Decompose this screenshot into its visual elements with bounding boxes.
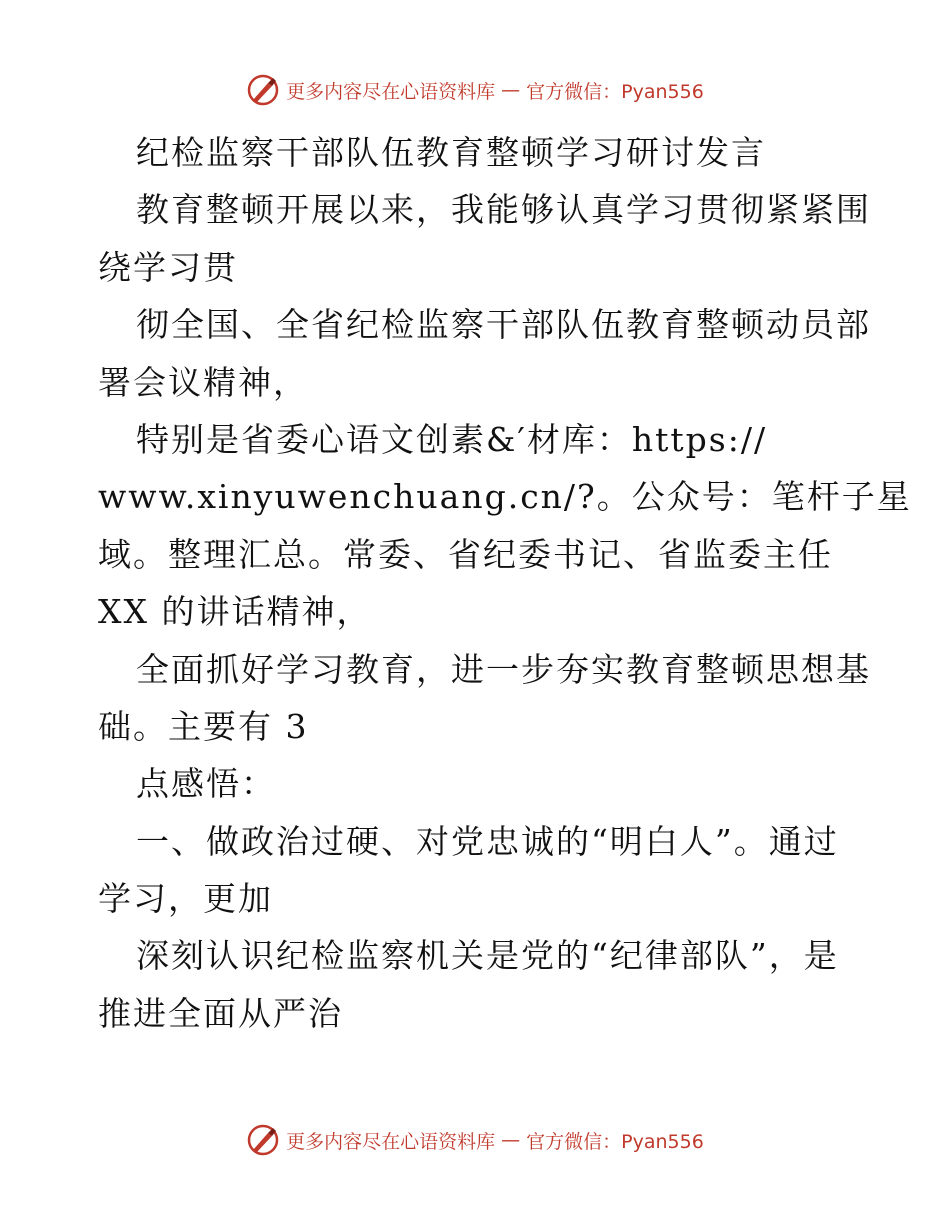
paragraph-line: 础。主要有 3 — [98, 706, 309, 746]
pen-logo-icon — [246, 1123, 280, 1157]
paragraph-line: 深刻认识纪检监察机关是党的“纪律部队”，是 — [136, 936, 839, 976]
paragraph-line: 特别是省委心语文创素&′材库：https:// — [136, 419, 768, 459]
banner-dash: — — [501, 79, 521, 101]
document-title: 纪检监察干部队伍教育整顿学习研讨发言 — [136, 133, 766, 172]
banner-text: 更多内容尽在心语资料库 — [286, 1130, 496, 1153]
banner-text: 更多内容尽在心语资料库 — [286, 80, 496, 103]
banner-wechat: 官方微信：Pyan556 — [526, 80, 704, 103]
section-heading-line: 一、做政治过硬、对党忠诚的“明白人”。通过 — [136, 821, 839, 861]
paragraph-line: 教育整顿开展以来，我能够认真学习贯彻紧紧围 — [136, 190, 871, 230]
pen-logo-icon — [246, 73, 280, 107]
header-banner — [0, 70, 950, 110]
paragraph-line: 署会议精神， — [98, 362, 308, 402]
document-body — [98, 124, 912, 1042]
footer-banner — [0, 1120, 950, 1160]
paragraph-line: 绕学习贯 — [98, 247, 238, 287]
banner-wechat: 官方微信：Pyan556 — [526, 1130, 704, 1153]
paragraph-line: 学习，更加 — [98, 879, 273, 919]
paragraph-line: 点感悟： — [136, 764, 276, 804]
paragraph-line: 全面抓好学习教育，进一步夯实教育整顿思想基 — [136, 649, 871, 689]
paragraph-line: www.xinyuwenchuang.cn/?。公众号：笔杆子星 — [98, 477, 912, 517]
paragraph-line: XX 的讲话精神， — [98, 592, 372, 632]
paragraph-line: 推进全面从严治 — [98, 993, 343, 1033]
paragraph-line: 彻全国、全省纪检监察干部队伍教育整顿动员部 — [136, 305, 871, 345]
banner-dash: — — [501, 1129, 521, 1151]
paragraph-line: 域。整理汇总。常委、省纪委书记、省监委主任 — [98, 534, 833, 574]
